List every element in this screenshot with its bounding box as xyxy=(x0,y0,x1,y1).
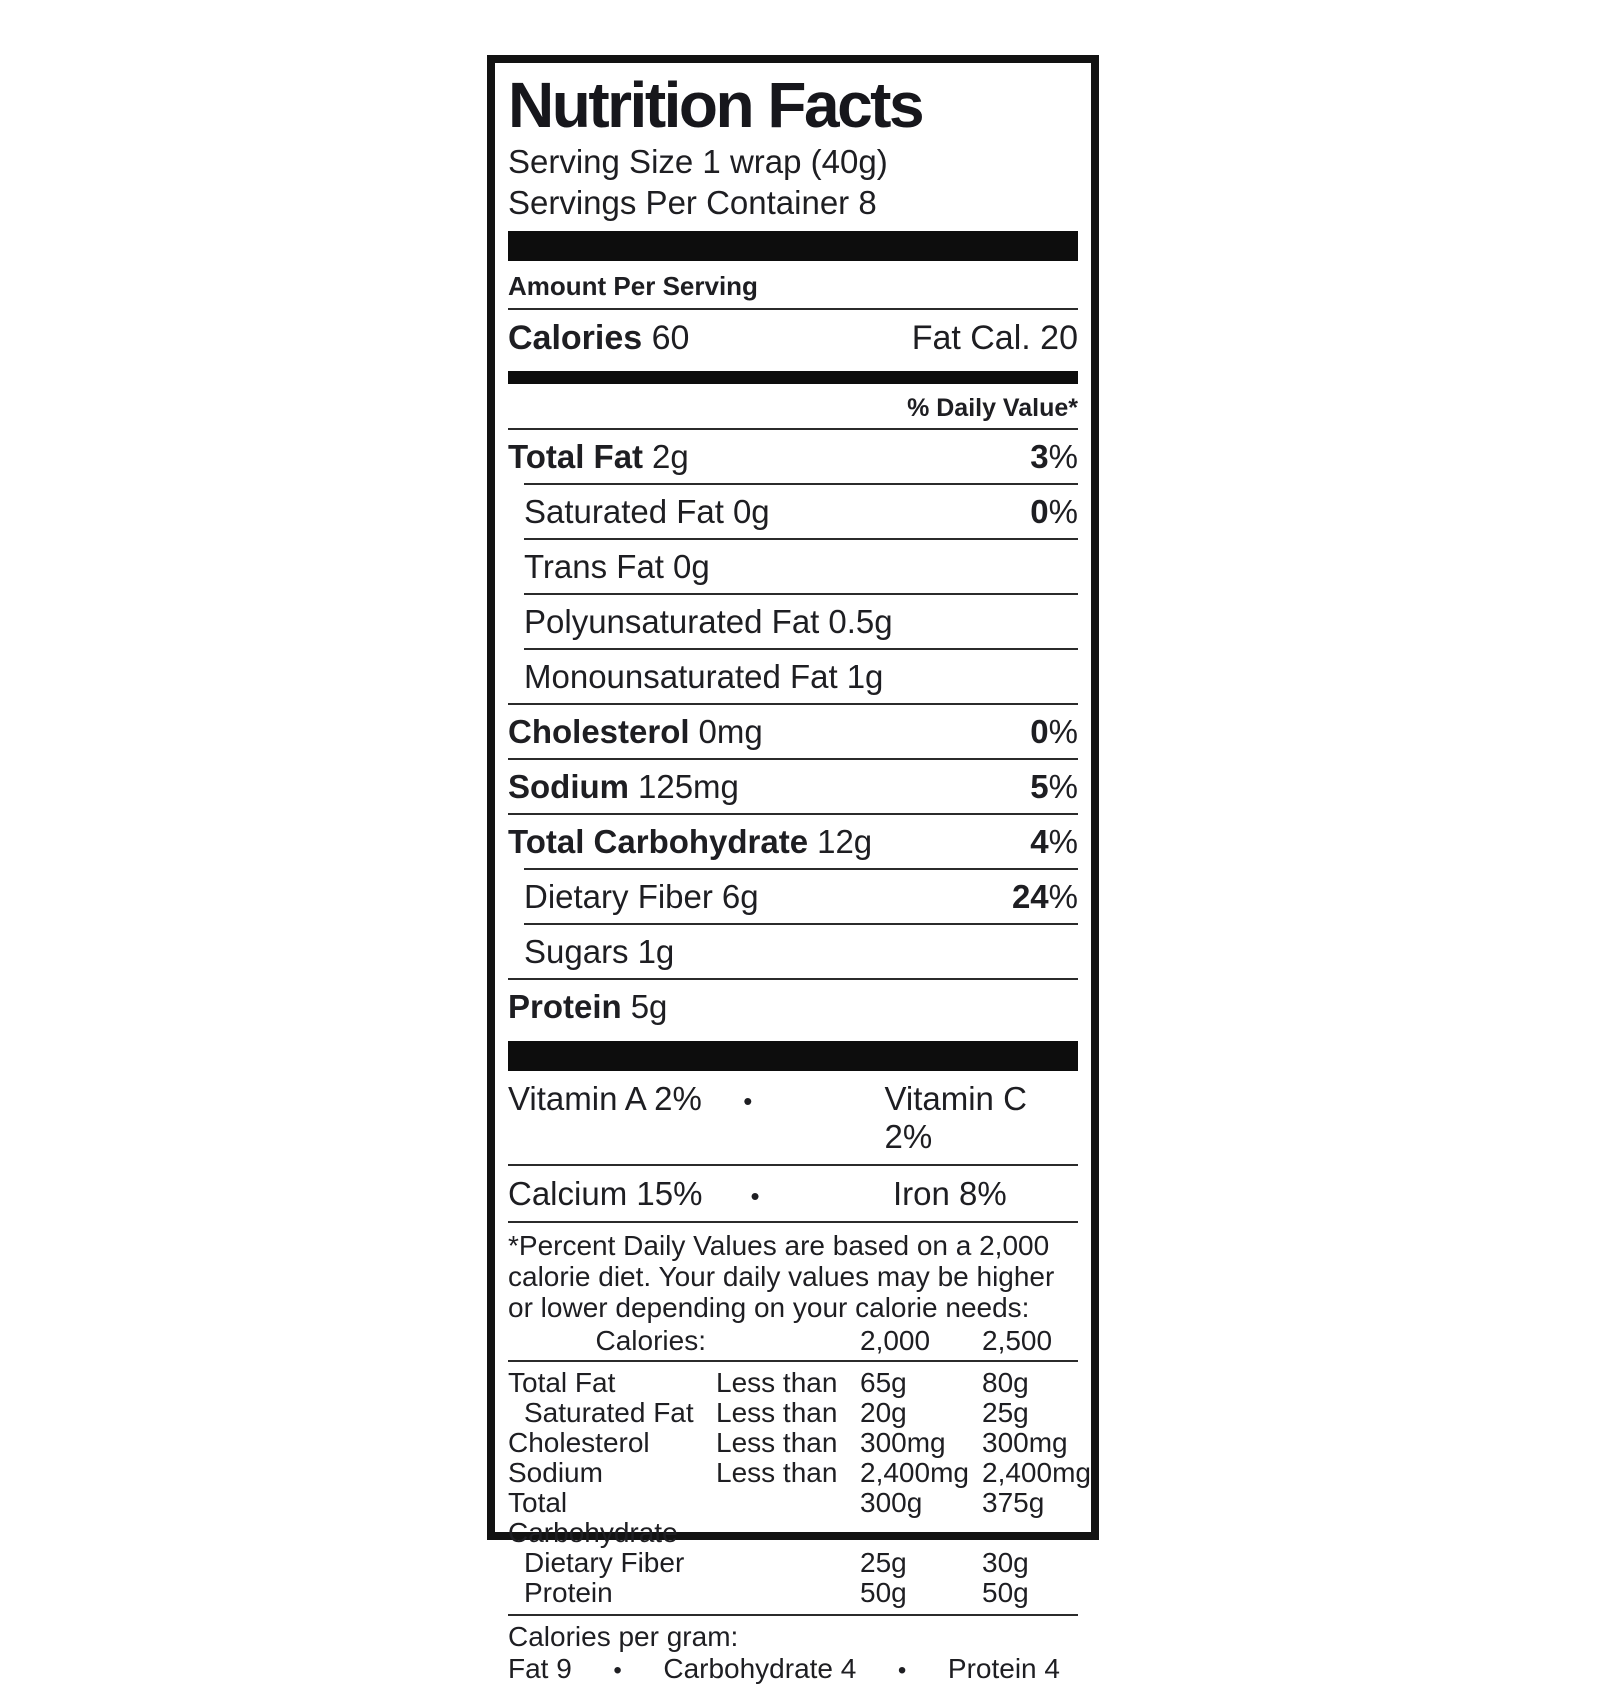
serving-size: Serving Size 1 wrap (40g) xyxy=(508,143,888,180)
daily-value: 0% xyxy=(1030,713,1078,750)
table-row: Sodium Less than 2,400mg 2,400mg xyxy=(508,1457,1091,1488)
fat-calories-value: Fat Cal. 20 xyxy=(911,319,1078,357)
nutrient-row-total-carbohydrate: Total Carbohydrate 12g 4% xyxy=(508,813,1078,868)
label-title: Nutrition Facts xyxy=(508,69,923,141)
protein-per-gram: Protein 4 xyxy=(947,1653,1060,1684)
section-divider-bar xyxy=(508,1041,1078,1071)
nutrient-row-protein: Protein 5g xyxy=(508,978,1078,1033)
nutrient-row-saturated-fat: Saturated Fat 0g 0% xyxy=(524,483,1078,538)
vitamin-c: Vitamin C 2% xyxy=(884,1080,1027,1155)
nutrient-row-total-fat: Total Fat 2g 3% xyxy=(508,438,1078,475)
nutrient-row-sugars: Sugars 1g xyxy=(524,923,1078,978)
calcium: Calcium 15% xyxy=(508,1175,703,1212)
bullet-separator: • xyxy=(897,1657,907,1684)
daily-value: 4% xyxy=(1030,823,1078,860)
vitamin-a: Vitamin A 2% xyxy=(508,1080,702,1117)
carbohydrate-per-gram: Carbohydrate 4 xyxy=(663,1653,857,1684)
reference-table-body xyxy=(508,1362,1091,1608)
daily-value: 0% xyxy=(1030,493,1078,530)
vitamin-row-2 xyxy=(508,1166,1078,1223)
nutrition-facts-label xyxy=(487,55,1099,1684)
reference-table-header xyxy=(508,1323,1078,1362)
section-divider-bar xyxy=(508,231,1078,261)
amount-per-serving-heading: Amount Per Serving xyxy=(508,261,1078,310)
calories-row xyxy=(508,310,1078,366)
servings-per-container: Servings Per Container 8 xyxy=(508,184,877,221)
calories-header: Calories: xyxy=(595,1325,706,1356)
nutrient-row-cholesterol: Cholesterol 0mg 0% xyxy=(508,703,1078,758)
table-row: Cholesterol Less than 300mg 300mg xyxy=(508,1427,1068,1458)
fat-per-gram: Fat 9 xyxy=(508,1653,572,1684)
bullet-separator: • xyxy=(743,1086,753,1116)
table-row: Dietary Fiber 25g 30g xyxy=(524,1547,1029,1578)
daily-value: 24% xyxy=(1011,878,1078,915)
calories-per-gram-section xyxy=(508,1614,1078,1687)
daily-value: 3% xyxy=(1030,438,1078,475)
bullet-separator: • xyxy=(750,1181,760,1211)
table-row: Total Carbohydrate 300g 375g xyxy=(508,1487,1045,1548)
nutrient-row-monounsaturated-fat: Monounsaturated Fat 1g xyxy=(524,648,1078,703)
calories-value: Calories 60 xyxy=(508,319,690,357)
nutrient-row-dietary-fiber: Dietary Fiber 6g 24% xyxy=(524,868,1078,923)
daily-value: 5% xyxy=(1030,768,1078,805)
daily-value-header: % Daily Value* xyxy=(508,384,1078,430)
calories-per-gram-title: Calories per gram: xyxy=(508,1621,739,1652)
table-row: Protein 50g 50g xyxy=(524,1577,1029,1608)
section-divider-bar-thin xyxy=(508,371,1078,384)
daily-value-footnote: *Percent Daily Values are based on a 2,000 calorie diet. Your daily values may be higher or lower depending on your calorie needs: xyxy=(508,1230,1055,1323)
nutrient-row-polyunsaturated-fat: Polyunsaturated Fat 0.5g xyxy=(524,593,1078,648)
table-row: Total Fat Less than 65g 80g xyxy=(508,1367,1029,1398)
bullet-separator: • xyxy=(613,1657,622,1684)
table-row: Saturated Fat Less than 20g 25g xyxy=(524,1397,1029,1428)
nutrient-row-trans-fat: Trans Fat 0g xyxy=(524,538,1078,593)
calories-per-gram-values xyxy=(508,1653,1078,1687)
col-2000-header: 2,000 xyxy=(860,1325,931,1356)
nutrient-row-sodium: Sodium 125mg 5% xyxy=(508,758,1078,813)
vitamin-row-1 xyxy=(508,1071,1078,1166)
reference-table xyxy=(508,1323,1091,1608)
col-2500-header: 2,500 xyxy=(982,1325,1053,1356)
iron: Iron 8% xyxy=(893,1175,1007,1212)
